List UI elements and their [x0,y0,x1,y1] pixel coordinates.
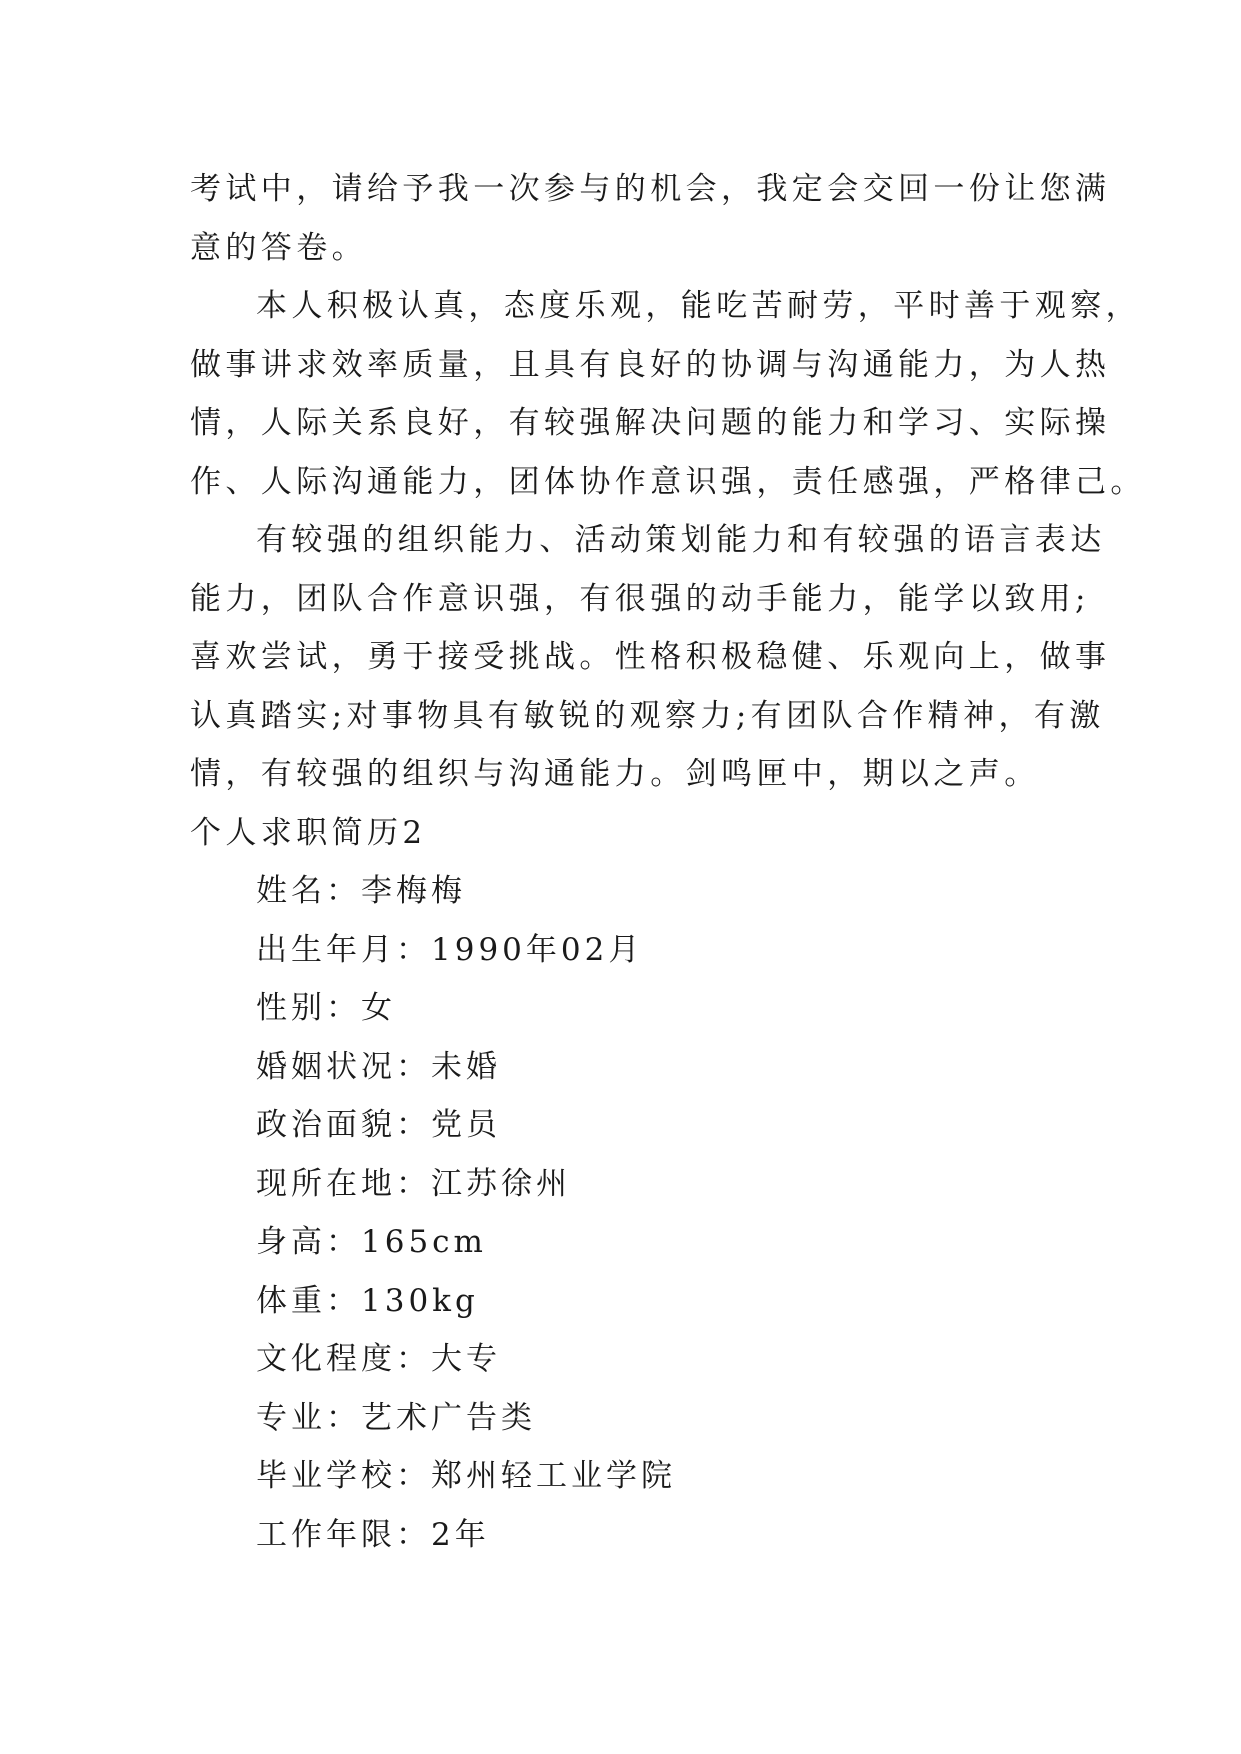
paragraph-exam-closing [190,160,1111,277]
paragraph-self-evaluation [190,277,1146,511]
text-line: 本人积极认真，态度乐观，能吃苦耐劳，平时善于观察， [256,288,1141,324]
text-line: 做事讲求效率质量，且具有良好的协调与沟通能力，为人热 [190,346,1111,383]
text-line: 有较强的组织能力、活动策划能力和有较强的语言表达 [256,522,1106,558]
field-work-years: 工作年限：2年 [256,1516,490,1553]
document-body [190,160,1146,1564]
text-line: 作、人际沟通能力，团体协作意识强，责任感强，严格律己。 [190,463,1146,500]
text-line: 情，人际关系良好，有较强解决问题的能力和学习、实际操 [190,405,1111,441]
field-name: 姓名：李梅梅 [256,873,466,909]
field-location: 现所在地：江苏徐州 [256,1165,571,1202]
text-line: 意的答卷。 [190,229,367,266]
text-line: 考试中，请给予我一次参与的机会，我定会交回一份让您满 [190,171,1111,207]
text-line: 情，有较强的组织与沟通能力。剑鸣匣中，期以之声。 [190,756,1040,792]
paragraph-abilities [190,511,1111,804]
section-title: 个人求职简历2 [190,814,427,851]
field-height: 身高：165cm [256,1224,487,1260]
field-gender: 性别：女 [256,990,396,1026]
resume-fields [190,862,1050,1564]
field-major: 专业：艺术广告类 [256,1399,536,1436]
text-line: 能力，团队合作意识强，有很强的动手能力，能学以致用; [190,580,1090,617]
field-marital-status: 婚姻状况：未婚 [256,1048,501,1085]
field-school: 毕业学校：郑州轻工业学院 [256,1458,676,1494]
field-weight: 体重：130kg [256,1282,479,1319]
field-political-status: 政治面貌：党员 [256,1107,501,1143]
text-line: 认真踏实;对事物具有敏锐的观察力;有团队合作精神，有激 [190,697,1105,734]
field-education: 文化程度：大专 [256,1341,501,1377]
field-birth-date: 出生年月：1990年02月 [256,931,644,968]
text-line: 喜欢尝试，勇于接受挑战。性格积极稳健、乐观向上，做事 [190,639,1111,675]
